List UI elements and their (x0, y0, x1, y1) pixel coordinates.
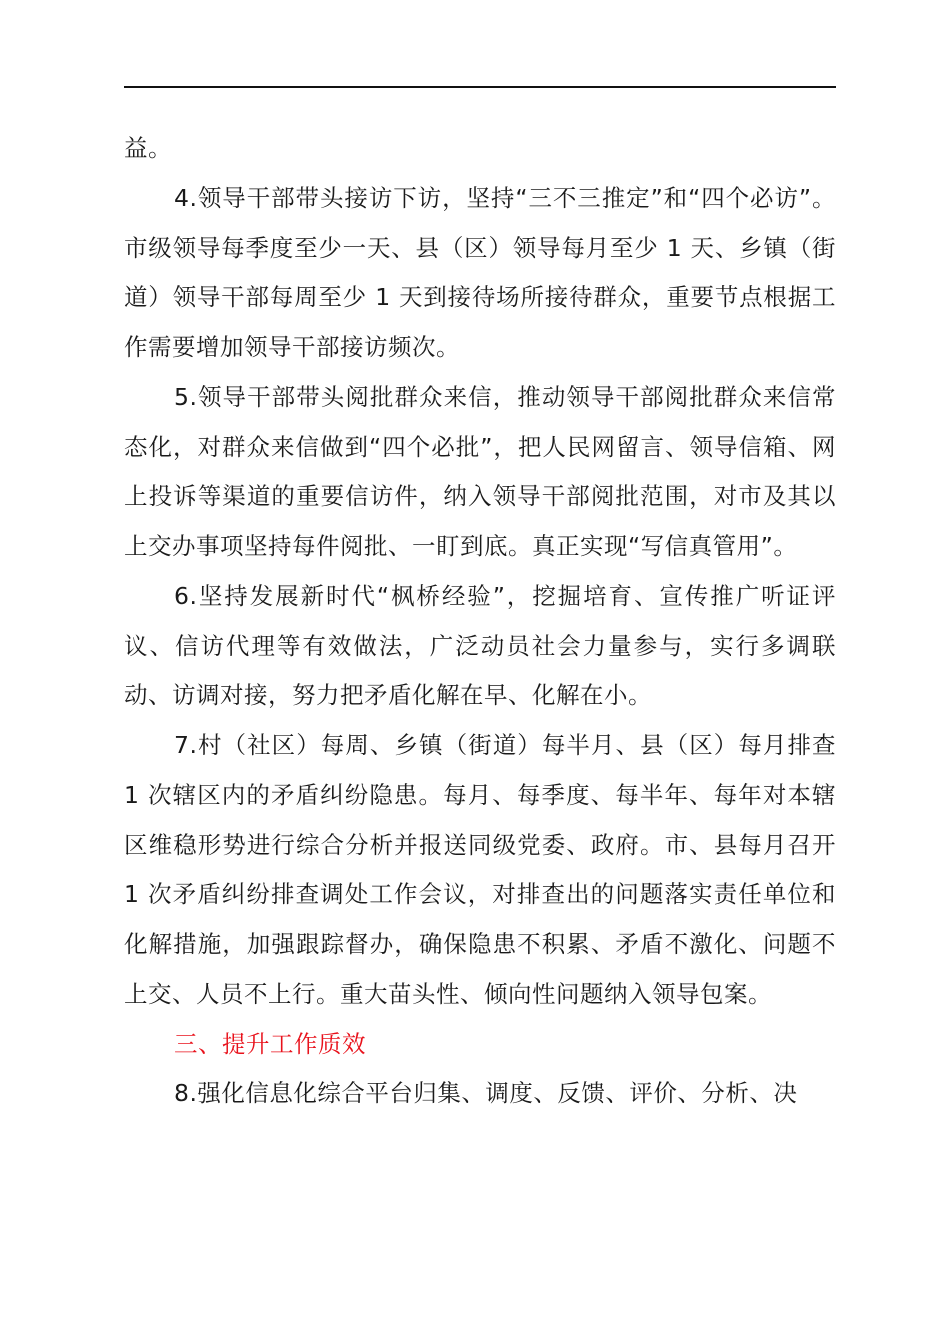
paragraph-continuation: 益。 (124, 134, 172, 162)
paragraph-item-5: 5.领导干部带头阅批群众来信，推动领导干部阅批群众来信常态化，对群众来信做到“四个必批”，把人民网留言、领导信箱、网上投诉等渠道的重要信访件，纳入领导干部阅批范围，对市及其以上交办事项坚持每件阅批、一盯到底。真正实现“写信真管用”。 (124, 382, 836, 560)
header-rule (124, 86, 836, 88)
paragraph-item-4: 4.领导干部带头接访下访，坚持“三不三推定”和“四个必访”。市级领导每季度至少一天、县（区）领导每月至少 1 天、乡镇（街道）领导干部每周至少 1 天到接待场所接待群众，重要节点根据工作需要增加领导干部接访频次。 (124, 183, 836, 361)
paragraph-item-7: 7.村（社区）每周、乡镇（街道）每半月、县（区）每月排查 1 次辖区内的矛盾纠纷隐患。每月、每季度、每半年、每年对本辖区维稳形势进行综合分析并报送同级党委、政府。市、县每月召开 1 次矛盾纠纷排查调处工作会议，对排查出的问题落实责任单位和化解措施，加强跟踪督办，确保隐患不积累、矛盾不激化、问题不上交、人员不上行。重大苗头性、倾向性问题纳入领导包案。 (124, 731, 836, 1008)
document-body (124, 124, 836, 1119)
section-heading-3: 三、提升工作质效 (174, 1029, 366, 1058)
paragraph-item-6: 6.坚持发展新时代“枫桥经验”，挖掘培育、宣传推广听证评议、信访代理等有效做法，广泛动员社会力量参与，实行多调联动、访调对接，努力把矛盾化解在早、化解在小。 (124, 581, 836, 710)
paragraph-item-8: 8.强化信息化综合平台归集、调度、反馈、评价、分析、决 (174, 1079, 798, 1108)
